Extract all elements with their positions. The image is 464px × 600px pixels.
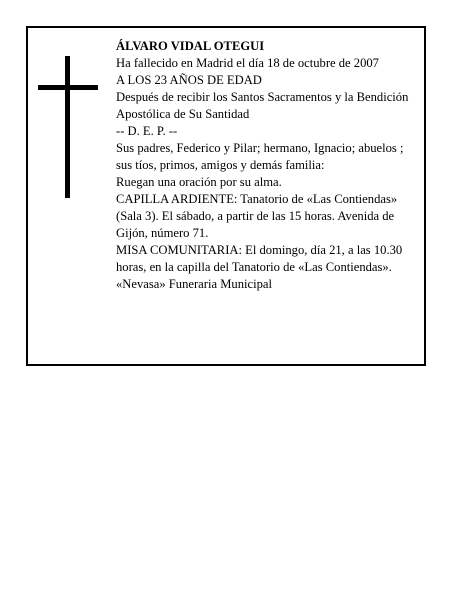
prayer-line: Ruegan una oración por su alma. <box>116 175 282 189</box>
age-line: A LOS 23 AÑOS DE EDAD <box>116 73 262 87</box>
obituary-notice <box>26 26 426 366</box>
rip-line: -- D. E. P. -- <box>116 124 178 138</box>
family-line: Sus padres, Federico y Pilar; hermano, Ignacio; abuelos ; sus tíos, primos, amigos y demás familia: <box>116 141 404 172</box>
sacraments-line: Después de recibir los Santos Sacramentos y la Bendición Apostólica de Su Santidad <box>116 90 409 121</box>
cross-icon <box>38 56 98 198</box>
cross-vertical-bar <box>65 56 70 198</box>
cross-horizontal-bar <box>38 85 98 90</box>
chapel-line: CAPILLA ARDIENTE: Tanatorio de «Las Contiendas» (Sala 3). El sábado, a partir de las 15 horas. Avenida de Gijón, número 71. <box>116 192 398 240</box>
obituary-text <box>116 38 422 293</box>
mass-line: MISA COMUNITARIA: El domingo, día 21, a las 10.30 horas, en la capilla del Tanatorio de «Las Contiendas». <box>116 243 403 274</box>
funeral-home-line: «Nevasa» Funeraria Municipal <box>116 277 272 291</box>
death-date-line: Ha fallecido en Madrid el día 18 de octubre de 2007 <box>116 56 379 70</box>
deceased-name: ÁLVARO VIDAL OTEGUI <box>116 39 265 53</box>
